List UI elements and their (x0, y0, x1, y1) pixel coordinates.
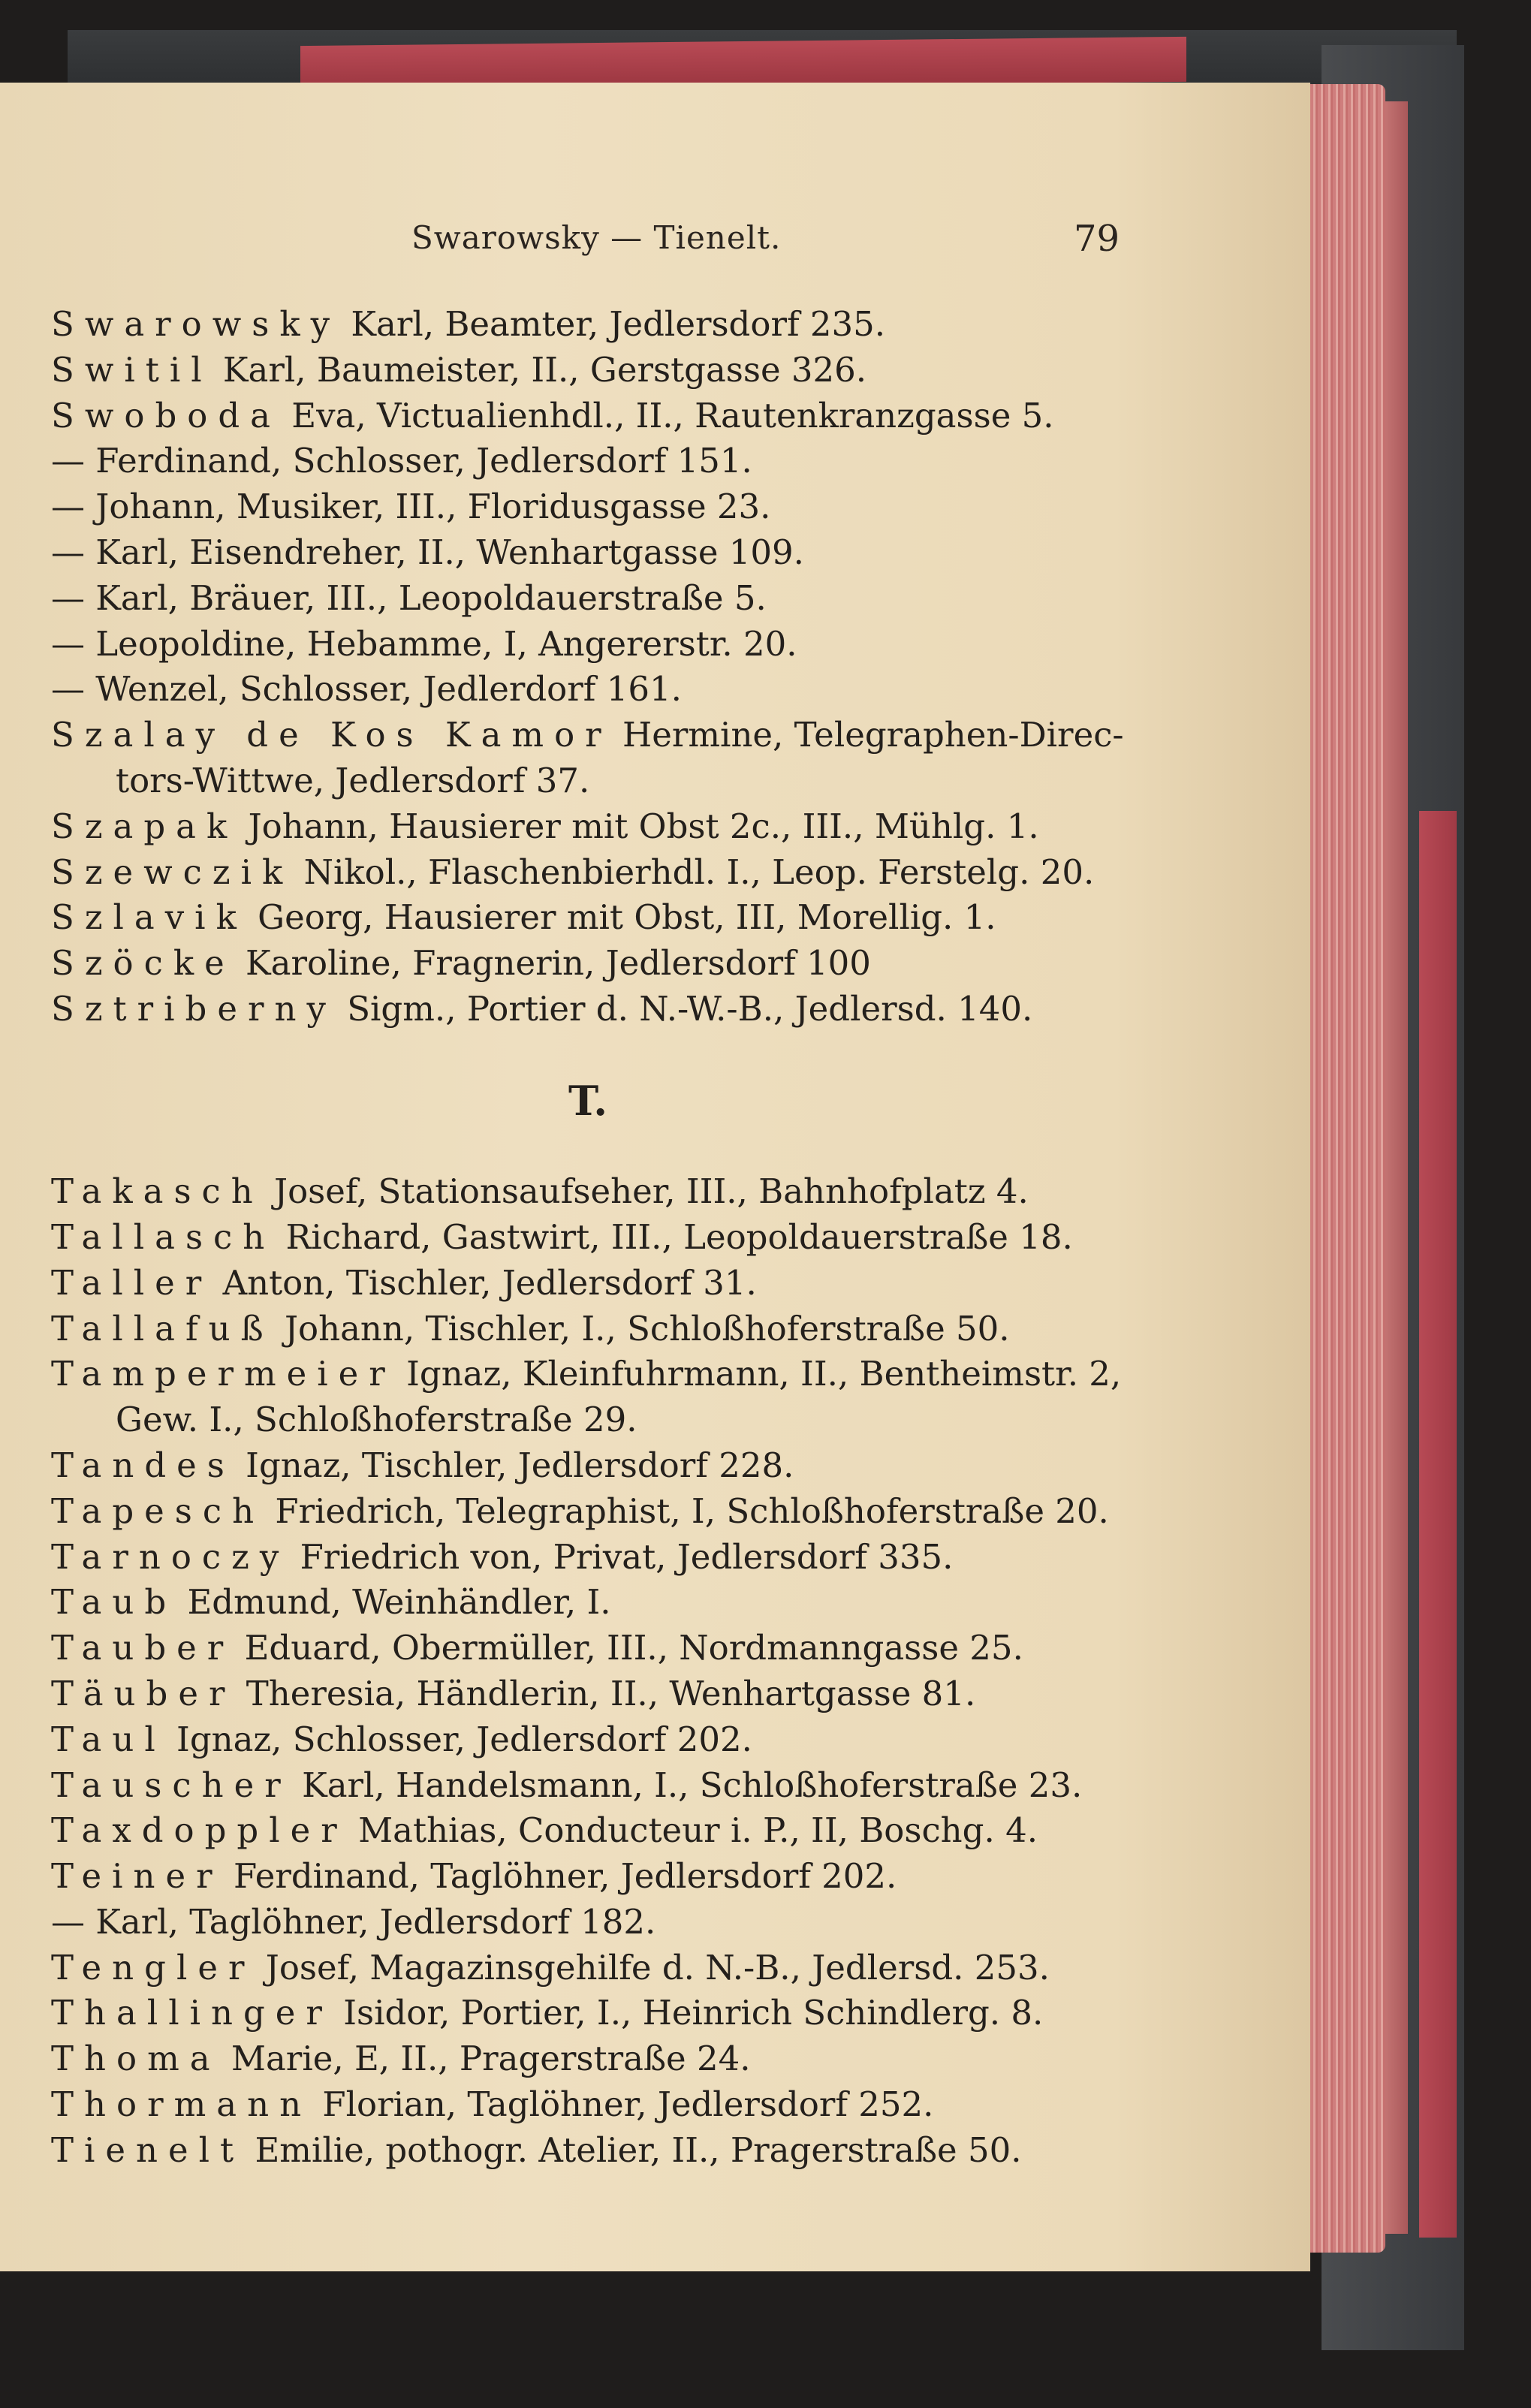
entry-details: Anton, Tischler, Jedlersdorf 31. (212, 1262, 757, 1303)
directory-entry (51, 941, 1125, 987)
surname: Teiner (51, 1856, 223, 1897)
surname: Tauscher (51, 1765, 291, 1805)
entry-details: — Johann, Musiker, III., Floridusgasse 23. (51, 487, 771, 527)
entry-details: Josef, Stationsaufseher, III., Bahnhofplatz 4. (263, 1171, 1029, 1212)
surname: Tauber (51, 1628, 234, 1668)
surname: Szapak (51, 806, 238, 846)
directory-entry (51, 1352, 1125, 1397)
directory-entry (51, 2128, 1125, 2174)
entry-details: Johann, Hausierer mit Obst 2c., III., Mühlg. 1. (237, 806, 1039, 846)
entry-details: — Ferdinand, Schlosser, Jedlersdorf 151. (51, 441, 752, 481)
page-edges (1303, 84, 1385, 2253)
entry-continuation (51, 758, 1125, 804)
directory-entry (51, 439, 1125, 484)
entry-details: Ignaz, Schlosser, Jedlersdorf 202. (165, 1719, 752, 1759)
section-letter: T. (568, 1076, 608, 1125)
page-edges-shadow (1385, 101, 1408, 2234)
surname: Taxdoppler (51, 1810, 348, 1851)
entry-details: Johann, Tischler, I., Schloßhoferstraße 50. (273, 1308, 1010, 1349)
surname: Thormann (51, 2084, 312, 2125)
surname: Tengler (51, 1947, 255, 1988)
directory-entry (51, 530, 1125, 576)
directory-entry (51, 484, 1125, 530)
directory-entry (51, 348, 1125, 393)
entry-details: Edmund, Weinhändler, I. (176, 1582, 611, 1623)
entry-details: — Karl, Eisendreher, II., Wenhartgasse 109. (51, 532, 804, 572)
entry-details: Georg, Hausierer mit Obst, III, Morellig. 1. (246, 897, 996, 938)
entry-details: Karl, Beamter, Jedlersdorf 235. (340, 304, 886, 344)
page-number: 79 (1074, 218, 1120, 260)
entry-details: — Wenzel, Schlosser, Jedlerdorf 161. (51, 669, 682, 710)
running-title: Swarowsky — Tienelt. (411, 219, 782, 256)
directory-entry (51, 1945, 1125, 1991)
entry-details: Nikol., Flaschenbierhdl. I., Leop. Ferstelg. 20. (293, 851, 1095, 892)
directory-entry (51, 1535, 1125, 1581)
directory-entry (51, 2036, 1125, 2082)
surname: Taul (51, 1719, 166, 1759)
entry-details: — Karl, Bräuer, III., Leopoldauerstraße 5. (51, 577, 767, 618)
blank-line (51, 1032, 1125, 1078)
directory-entry (51, 1808, 1125, 1854)
directory-entry (51, 622, 1125, 668)
blank-line (51, 1123, 1125, 1169)
entry-details: Florian, Taglöhner, Jedlersdorf 252. (312, 2084, 934, 2125)
entry-details: Gew. I., Schloßhoferstraße 29. (116, 1400, 637, 1440)
entry-details: Emilie, pothogr. Atelier, II., Pragerstraße 50. (244, 2129, 1022, 2170)
directory-entry (51, 1717, 1125, 1763)
entry-details: Friedrich, Telegraphist, I, Schloßhoferstraße 20. (264, 1490, 1109, 1531)
directory-entry (51, 1854, 1125, 1900)
surname: Takasch (51, 1171, 264, 1212)
directory-entry (51, 1580, 1125, 1626)
directory-entry (51, 1443, 1125, 1489)
surname: Sztriberny (51, 988, 336, 1029)
directory-entry (51, 1900, 1125, 1945)
surname: Szöcke (51, 943, 235, 984)
surname: Tampermeier (51, 1354, 396, 1394)
surname: Taller (51, 1262, 212, 1303)
directory-entry (51, 1261, 1125, 1306)
directory-entry (51, 1169, 1125, 1215)
directory-entry (51, 1306, 1125, 1352)
surname: Tarnoczy (51, 1536, 290, 1577)
directory-entry (51, 1763, 1125, 1809)
directory-entry (51, 1671, 1125, 1717)
entry-continuation (51, 1397, 1125, 1443)
directory-entry (51, 576, 1125, 622)
entry-details: Richard, Gastwirt, III., Leopoldauerstraße 18. (275, 1216, 1073, 1257)
surname: Szlavik (51, 897, 247, 938)
surname: Szalay de Kos Kamor (51, 715, 612, 755)
entry-details: — Leopoldine, Hebamme, I, Angererstr. 20. (51, 623, 797, 664)
directory-entry (51, 1991, 1125, 2036)
surname: Swarowsky (51, 304, 341, 344)
directory-entry (51, 667, 1125, 713)
surname: Tallafuß (51, 1308, 274, 1349)
surname: Tallasch (51, 1216, 276, 1257)
surname: Thoma (51, 2039, 221, 2079)
entry-details: — Karl, Taglöhner, Jedlersdorf 182. (51, 1901, 656, 1942)
entry-details: Karl, Baumeister, II., Gerstgasse 326. (212, 349, 867, 390)
directory-entry (51, 1489, 1125, 1535)
entry-details: Eduard, Obermüller, III., Nordmanngasse 25. (234, 1628, 1023, 1668)
directory-entry (51, 895, 1125, 941)
directory-entry (51, 2082, 1125, 2128)
entry-details: Mathias, Conducteur i. P., II, Boschg. 4. (347, 1810, 1038, 1851)
entry-details: Eva, Victualienhdl., II., Rautenkranzgasse 5. (280, 395, 1054, 435)
entry-details: Theresia, Händlerin, II., Wenhartgasse 81. (235, 1673, 976, 1713)
entry-details: Friedrich von, Privat, Jedlersdorf 335. (289, 1536, 954, 1577)
entry-details: Marie, E, II., Pragerstraße 24. (220, 2039, 751, 2079)
entry-details: Sigm., Portier d. N.-W.-B., Jedlersd. 140. (336, 988, 1033, 1029)
entry-details: Karoline, Fragnerin, Jedlersdorf 100 (234, 943, 871, 984)
surname: Szewczik (51, 851, 294, 892)
directory-entry (51, 987, 1125, 1032)
surname: Tapesch (51, 1490, 265, 1531)
entry-details: Isidor, Portier, I., Heinrich Schindlerg. 8. (332, 1993, 1044, 2033)
directory-entry (51, 393, 1125, 439)
surname: Thallinger (51, 1993, 333, 2033)
surname: Swoboda (51, 395, 281, 435)
surname: Täuber (51, 1673, 236, 1713)
entry-details: Ignaz, Kleinfuhrmann, II., Bentheimstr. 2, (395, 1354, 1122, 1394)
red-ribbon-right (1419, 811, 1457, 2238)
directory-entry (51, 804, 1125, 850)
entry-details: Ignaz, Tischler, Jedlersdorf 228. (234, 1445, 794, 1485)
directory-entry (51, 1626, 1125, 1671)
directory-entries (51, 302, 1125, 2174)
directory-entry (51, 1215, 1125, 1261)
directory-entry (51, 713, 1125, 758)
surname: Tandes (51, 1445, 235, 1485)
entry-details: Karl, Handelsmann, I., Schloßhoferstraße 23. (291, 1765, 1083, 1805)
entry-details: tors-Wittwe, Jedlersdorf 37. (116, 760, 590, 800)
directory-entry (51, 850, 1125, 896)
surname: Taub (51, 1582, 177, 1623)
surname: Tienelt (51, 2129, 245, 2170)
entry-details: Josef, Magazinsgehilfe d. N.-B., Jedlersd. 253. (255, 1947, 1050, 1988)
entry-details: Hermine, Telegraphen-Direc- (611, 715, 1124, 755)
entry-details: Ferdinand, Taglöhner, Jedlersdorf 202. (222, 1856, 897, 1897)
directory-entry (51, 302, 1125, 348)
surname: Switil (51, 349, 212, 390)
